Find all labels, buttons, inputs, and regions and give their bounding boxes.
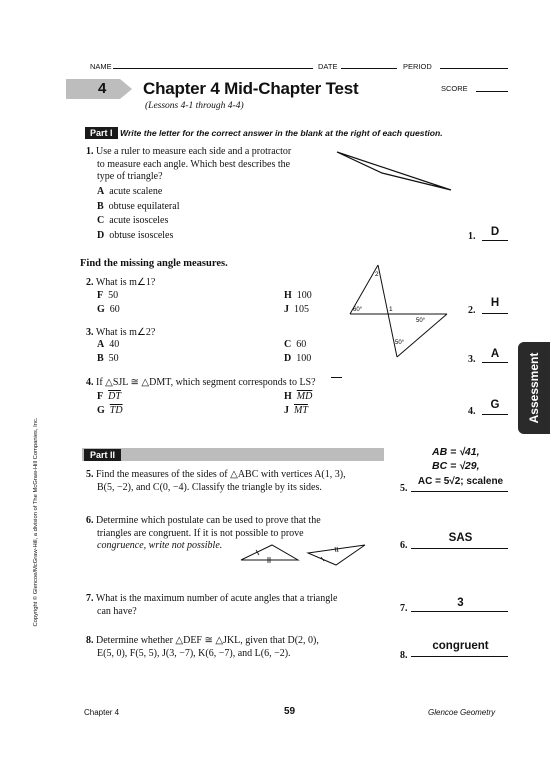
q4-answer-line — [482, 414, 508, 415]
q3-answer[interactable]: A — [490, 348, 500, 360]
chapter-number-box — [66, 79, 120, 99]
q3-answer-number: 3. — [468, 354, 476, 365]
q2-text: 2. What is m∠1? — [86, 277, 156, 288]
period-label: PERIOD — [403, 62, 432, 71]
q1-answer-line — [482, 240, 508, 241]
date-label: DATE — [318, 62, 338, 71]
score-field[interactable] — [476, 91, 508, 92]
q5-answer[interactable]: AC = 5√2; scalene — [417, 476, 504, 487]
date-field[interactable] — [341, 68, 397, 69]
q1-option-b[interactable]: B obtuse equilateral — [97, 201, 180, 212]
page-number: 59 — [284, 706, 296, 717]
q8-text: 8. Determine whether △DEF ≅ △JKL, given that D(2, 0), E(5, 0), F(5, 5), J(3, −7), K(6, −7), and L(6, −2). — [86, 635, 319, 659]
q6-triangles-figure — [238, 540, 370, 566]
q7-answer-number: 7. — [400, 603, 408, 614]
q5-answer-number: 5. — [400, 483, 408, 494]
q7-text: 7. What is the maximum number of acute angles that a triangle can have? — [86, 593, 338, 617]
q3-text: 3. What is m∠2? — [86, 327, 156, 338]
q4-text: 4. If △SJL ≅ △DMT, which segment corresponds to LS? — [86, 377, 316, 388]
q6-answer-line — [411, 548, 508, 549]
q3-answer-line — [482, 362, 508, 363]
q5-answer-line — [411, 491, 508, 492]
q2-option-j[interactable]: J 105 — [284, 304, 309, 315]
q3-option-c[interactable]: C 60 — [284, 339, 307, 350]
period-field[interactable] — [440, 68, 508, 69]
q8-answer[interactable]: congruent — [432, 640, 489, 652]
q1-answer-number: 1. — [468, 231, 476, 242]
q8-answer-number: 8. — [400, 650, 408, 661]
score-label: SCORE — [441, 84, 468, 93]
q1-option-d[interactable]: D obtuse isosceles — [97, 230, 174, 241]
q1-option-c[interactable]: C acute isosceles — [97, 215, 169, 226]
footer-publisher: Glencoe Geometry — [428, 708, 496, 717]
q1-triangle-figure — [334, 145, 456, 195]
footer-chapter: Chapter 4 — [84, 708, 120, 717]
q6-text: 6. Determine which postulate can be used to prove that the triangles are congruent. If it is not possible to prove congruence, write not possible. — [86, 515, 321, 552]
angle-60-label: 60° — [353, 307, 363, 313]
assessment-tab-label: Assessment — [527, 352, 541, 424]
q2-answer-number: 2. — [468, 305, 476, 316]
q6-answer[interactable]: SAS — [448, 532, 473, 544]
chapter-number: 4 — [98, 80, 107, 97]
subtitle: (Lessons 4-1 through 4-4) — [145, 101, 244, 111]
q5-answer-bc: BC = √29, — [432, 460, 480, 472]
q3-option-d[interactable]: D 100 — [284, 353, 312, 364]
q2-option-g[interactable]: G 60 — [97, 304, 120, 315]
ls-overline — [331, 377, 342, 378]
part2-badge: Part II — [84, 449, 121, 461]
angle-2-label: 2 — [375, 271, 379, 278]
q2-answer[interactable]: H — [490, 297, 500, 309]
angle-50-label-a: 50° — [416, 318, 426, 324]
copyright: Copyright © Glencoe/McGraw-Hill, a division of The McGraw-Hill Companies, Inc. — [33, 417, 39, 627]
q4-option-f[interactable]: F $\overline{DT}$ — [97, 391, 121, 402]
q1-option-a[interactable]: A acute scalene — [97, 186, 163, 197]
q8-answer-line — [411, 656, 508, 657]
part1-badge: Part I — [85, 127, 118, 139]
chapter-arrow — [120, 79, 132, 99]
angle-figure — [345, 262, 455, 360]
name-field[interactable] — [113, 68, 313, 69]
q3-option-b[interactable]: B 50 — [97, 353, 119, 364]
q4-answer[interactable]: G — [490, 399, 500, 411]
q5-text: 5. Find the measures of the sides of △ABC with vertices A(1, 3), B(5, −2), and C(0, −4). Classify the triangle by its sides. — [86, 469, 346, 493]
angle-50-label-b: 50° — [395, 340, 405, 346]
q7-answer[interactable]: 3 — [457, 597, 464, 609]
q4-option-g[interactable]: G $\overline{TD}$ — [97, 405, 123, 416]
page-title: Chapter 4 Mid-Chapter Test — [143, 79, 359, 98]
q2-answer-line — [482, 313, 508, 314]
q6-answer-number: 6. — [400, 540, 408, 551]
part2-bar — [82, 448, 384, 461]
q4-option-j[interactable]: J $\overline{MT}$ — [284, 405, 308, 416]
assessment-tab — [518, 342, 550, 434]
q4-option-h[interactable]: H $\overline{MD}$ — [284, 391, 313, 402]
q2-option-f[interactable]: F 50 — [97, 290, 119, 301]
name-label: NAME — [90, 62, 112, 71]
q1-text: 1. Use a ruler to measure each side and a protractor to measure each angle. Which best describes the type of triangle? — [86, 146, 292, 183]
part1-instructions: Write the letter for the correct answer in the blank at the right of each question. — [120, 128, 443, 138]
angle-1-label: 1 — [389, 306, 393, 313]
q4-answer-number: 4. — [468, 406, 476, 417]
section-heading: Find the missing angle measures. — [80, 258, 228, 269]
q1-answer[interactable]: D — [490, 226, 500, 238]
q7-answer-line — [411, 611, 508, 612]
q5-answer-ab: AB = √41, — [432, 446, 480, 458]
q2-option-h[interactable]: H 100 — [284, 290, 312, 301]
q3-option-a[interactable]: A 40 — [97, 339, 120, 350]
